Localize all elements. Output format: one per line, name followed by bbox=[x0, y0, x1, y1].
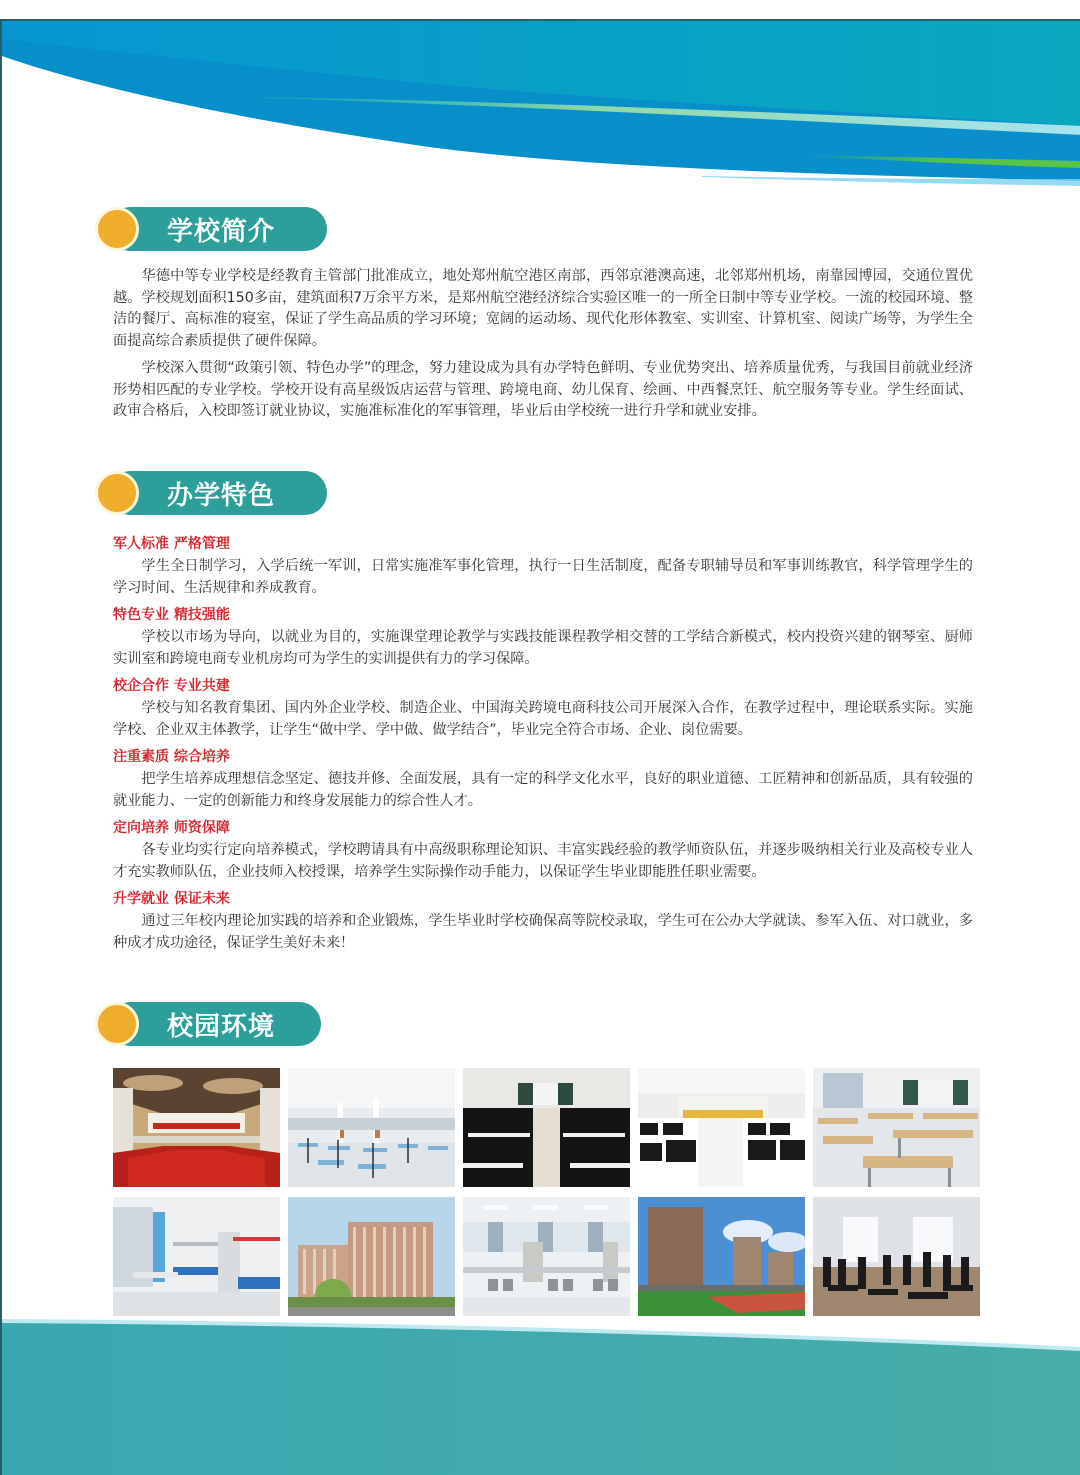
feature-text-6: 通过三年校内理论加实践的培养和企业锻炼，学生毕业时学校确保高等院校录取，学生可在公办大学就读、参军入伍、对口就业，多种成才成功途径，保证学生美好未来！ bbox=[113, 913, 973, 951]
feature-heading-6: 升学就业 保证未来 bbox=[113, 891, 230, 907]
feature-text-2: 学校以市场为导向，以就业为目的，实施课堂理论教学与实践技能课程教学相交替的工学结合新模式，校内投资兴建的钢琴室、厨师实训室和跨境电商专业机房均可为学生的实训提供有力的学习保障。 bbox=[113, 629, 973, 667]
footer-wave-banner bbox=[2, 1301, 1080, 1475]
feature-heading-5: 定向培养 师资保障 bbox=[113, 820, 230, 836]
header-wave-banner bbox=[2, 21, 1080, 201]
kitchen-training-room-photo bbox=[463, 1197, 630, 1316]
feature-heading-4: 注重素质 综合培养 bbox=[113, 749, 230, 765]
orange-circle-icon bbox=[95, 1002, 139, 1046]
teaching-building-photo bbox=[288, 1197, 455, 1316]
section-title-intro bbox=[95, 207, 335, 251]
campus-title: 校园环境 bbox=[167, 1012, 276, 1042]
piano-room-photo bbox=[463, 1068, 630, 1187]
page-frame bbox=[0, 19, 1080, 1475]
intro-paragraph-1: 华德中等专业学校是经教育主管部门批准成立，地处郑州航空港区南部，西邻京港澳高速，北邻郑州机场，南靠园博园，交通位置优越。学校规划面积150多亩，建筑面积7万余平方米，是郑州航空港经济综合实验区唯一的一所全日制中等专业学校。一流的校园环境、整洁的餐厅、高标准的寝室，保证了学生高品质的学习环境；宽阔的运动场、现代化形体教室、实训室、计算机室、阅读广场等，为学生全面提高综合素质提供了硬件保障。 bbox=[113, 268, 973, 349]
feature-text-1: 学生全日制学习，入学后统一军训，日常实施准军事化管理，执行一日生活制度，配备专职辅导员和军事训练教官，科学管理学生的学习时间、生活规律和养成教育。 bbox=[113, 558, 973, 596]
auditorium-photo bbox=[113, 1068, 280, 1187]
orange-circle-icon bbox=[95, 471, 139, 515]
feature-heading-3: 校企合作 专业共建 bbox=[113, 678, 230, 694]
campus-photo-grid bbox=[113, 1068, 981, 1316]
features-title: 办学特色 bbox=[167, 481, 276, 511]
feature-text-4: 把学生培养成理想信念坚定、德技并修、全面发展，具有一定的科学文化水平，良好的职业道德、工匠精神和创新品质，具有较强的就业能力、一定的创新能力和终身发展能力的综合性人才。 bbox=[113, 771, 973, 809]
feature-heading-2: 特色专业 精技强能 bbox=[113, 607, 230, 623]
campus-buildings-field-photo bbox=[638, 1197, 805, 1316]
feature-heading-1: 军人标准 严格管理 bbox=[113, 536, 230, 552]
orange-circle-icon bbox=[95, 207, 139, 251]
feature-text-3: 学校与知名教育集团、国内外企业学校、制造企业、中国海关跨境电商科技公司开展深入合作，在教学过程中，理论联系实际。实施学校、企业双主体教学，让学生“做中学、学中做、做学结合”，毕业完全符合市场、企业、岗位需要。 bbox=[113, 700, 973, 738]
dance-studio-photo bbox=[813, 1197, 980, 1316]
classroom-photo bbox=[813, 1068, 980, 1187]
computer-lab-photo bbox=[638, 1068, 805, 1187]
feature-text-5: 各专业均实行定向培养模式，学校聘请具有中高级职称理论知识、丰富实践经验的教学师资队伍，并逐步吸纳相关行业及高校专业人才充实教师队伍，企业技师入校授课，培养学生实际操作动手能力，以保证学生毕业即能胜任职业需要。 bbox=[113, 842, 973, 880]
dormitory-photo bbox=[113, 1197, 280, 1316]
intro-title: 学校简介 bbox=[167, 217, 276, 247]
section-title-campus bbox=[95, 1002, 335, 1046]
cafeteria-photo bbox=[288, 1068, 455, 1187]
section-title-features bbox=[95, 471, 335, 515]
intro-paragraph-2: 学校深入贯彻“政策引领、特色办学”的理念，努力建设成为具有办学特色鲜明、专业优势突出、培养质量优秀，与我国目前就业经济形势相匹配的专业学校。学校开设有高星级饭店运营与管理、跨境电商、幼儿保育、绘画、中西餐烹饪、航空服务等专业。学生经面试、政审合格后，入校即签订就业协议，实施准标准化的军事管理，毕业后由学校统一进行升学和就业安排。 bbox=[113, 360, 973, 419]
